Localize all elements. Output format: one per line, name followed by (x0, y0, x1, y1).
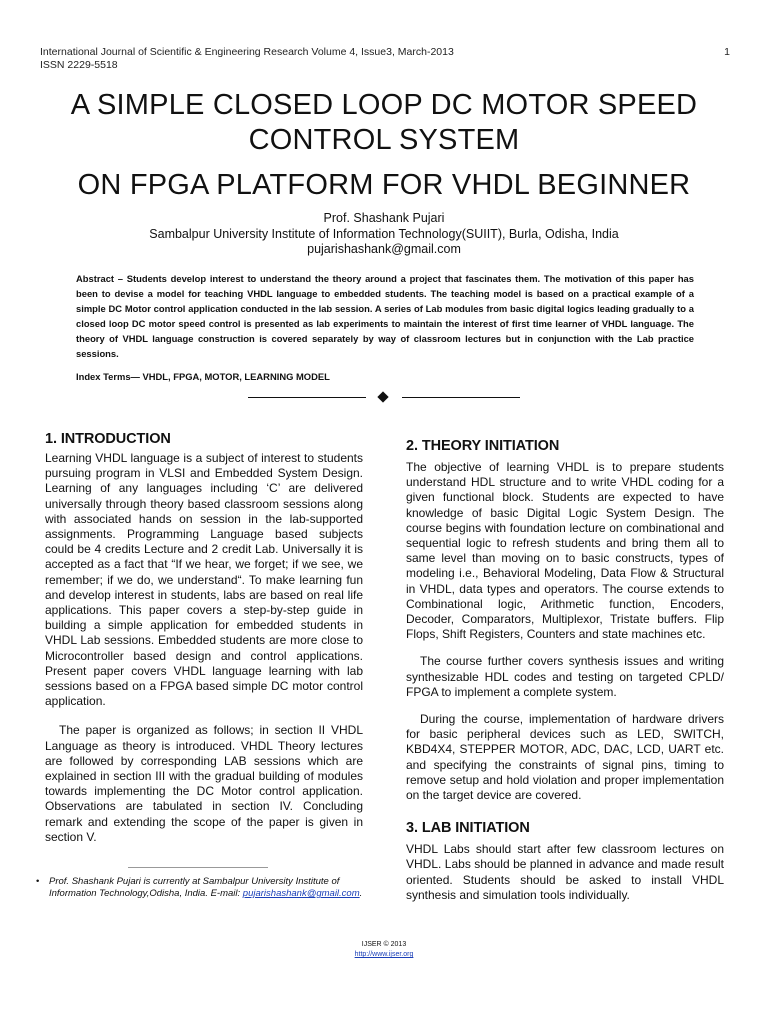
section-divider (248, 389, 520, 405)
footer-url-link[interactable]: http://www.ijser.org (354, 951, 414, 958)
right-column (406, 437, 724, 903)
theory-paragraph-2: The course further covers synthesis issues and writing synthesizable HDL codes and testing on targeted CPLD/ FPGA to implement a complete system. (406, 654, 724, 699)
journal-line: International Journal of Scientific & Engineering Research Volume 4, Issue3, March-2013 (40, 46, 454, 58)
footnote-body (36, 876, 376, 900)
paper-title (0, 88, 768, 203)
footnote-text: Prof. Shashank Pujari is currently at Sambalpur University Institute of Information Technology,Odisha, India. E-mail: (49, 876, 340, 899)
page-footer (0, 940, 768, 960)
abstract: Abstract – Students develop interest to understand the theory around a project that fascinates them. The motivation of this paper has been to devise a model for teaching VHDL language to embedded students. The teaching model is based on a practical example of a simple DC Motor control application conducted in the lab session. A series of Lab modules from basic digital logics leading gradually to a closed loop DC motor speed control is presented as lab experiments to maintain the interest of first time learner of VHDL language. The theory of VHDL language construction is covered separately by way of classroom lectures but in conjunction with the Lab practice sessions. (76, 273, 694, 359)
author-block (0, 211, 768, 258)
section-heading-lab: 3. LAB INITIATION (406, 820, 530, 837)
issn: ISSN 2229-5518 (40, 59, 118, 71)
theory-paragraph-1: The objective of learning VHDL is to prepare students understand HDL structure and to write VHDL coding for a given functional block. Students are expected to have knowledge of basic Digital Logic System Design. The course begins with foundation lecture on combinational and sequential logic to refresh students and bring them all to same level than moving on to basic constructs, types of modeling i.e., Behavioral Modeling, Data Flow & Structural in VHDL, data types and operators. The course extends to Combinational logic, Arithmetic function, Encoders, Decoder, Comparators, Multiplexor, Tristate buffers. Flip Flops, Shift Registers, Counters and state machines etc. (406, 460, 724, 642)
theory-paragraph-3: During the course, implementation of hardware drivers for basic peripheral devices such as LED, SWITCH, KBD4X4, STEPPER MOTOR, ADC, DAC, LCD, UART etc. and specifying the constraints of signal pins, timing to remove setup and hold violation and proper implementation on the target device are covered. (406, 712, 724, 803)
title-line-1: A SIMPLE CLOSED LOOP DC MOTOR SPEED (70, 89, 698, 121)
title-line-2: CONTROL SYSTEM (248, 124, 520, 156)
divider-line-right (402, 397, 520, 398)
diamond-icon (377, 391, 388, 402)
page-number: 1 (724, 46, 730, 58)
footnote-email-link[interactable]: pujarishashank@gmail.com (242, 888, 360, 899)
divider-line-left (248, 397, 366, 398)
index-terms: Index Terms— VHDL, FPGA, MOTOR, LEARNING MODEL (76, 371, 330, 382)
section-heading-introduction: 1. INTRODUCTION (45, 431, 171, 447)
running-header (40, 46, 730, 72)
author-affiliation: Sambalpur University Institute of Information Technology(SUIIT), Burla, Odisha, India (149, 226, 619, 241)
intro-paragraph-2: The paper is organized as follows; in section II VHDL Language as theory is introduced. VHDL Theory lectures are followed by corresponding LAB sessions which are explained in section III with the gradual building of modules towards implementing the DC Motor control application. Observations are tabulated in section IV. Concluding remark and extending the scope of the paper is given in section V. (45, 723, 363, 844)
footnote-rule (128, 867, 268, 868)
author-name: Prof. Shashank Pujari (323, 211, 445, 225)
left-column (45, 430, 363, 845)
author-email: pujarishashank@gmail.com (307, 242, 461, 256)
footnote (36, 876, 376, 900)
title-line-3: ON FPGA PLATFORM FOR VHDL BEGINNER (77, 169, 691, 201)
footnote-end: . (359, 888, 363, 899)
footnote-bullet: • (36, 876, 40, 887)
footer-copyright: IJSER © 2013 (361, 941, 407, 948)
intro-paragraph-1: Learning VHDL language is a subject of interest to students pursuing program in VLSI and Embedded System Design. Learning of any languages including ‘C’ are delivered universally through theory based classroom sessions along with associated hands on session in the lab-supported assignments. Programming Language based subjects could be 4 credits Lecture and 2 credit Lab. Universally it is accepted as a fact that “If we hear, we forget; if we see, we remember; if we do, we understand“. To make learning fun and develop interest in students, labs are based on real life applications. This paper covers a step-by-step guide in building a simple application for embedded students in VHDL Lab sessions. Embedded students are more close to Microcontroller based design and control applications. Present paper covers VHDL language learning with lab sessions based on a FPGA based simple DC motor control application. (45, 451, 363, 709)
lab-paragraph-1: VHDL Labs should start after few classroom lectures on VHDL. Labs should be planned in advance and made result oriented. Students should be asked to install VHDL synthesis and simulation tools individually. (406, 842, 724, 902)
section-heading-theory: 2. THEORY INITIATION (406, 438, 560, 454)
